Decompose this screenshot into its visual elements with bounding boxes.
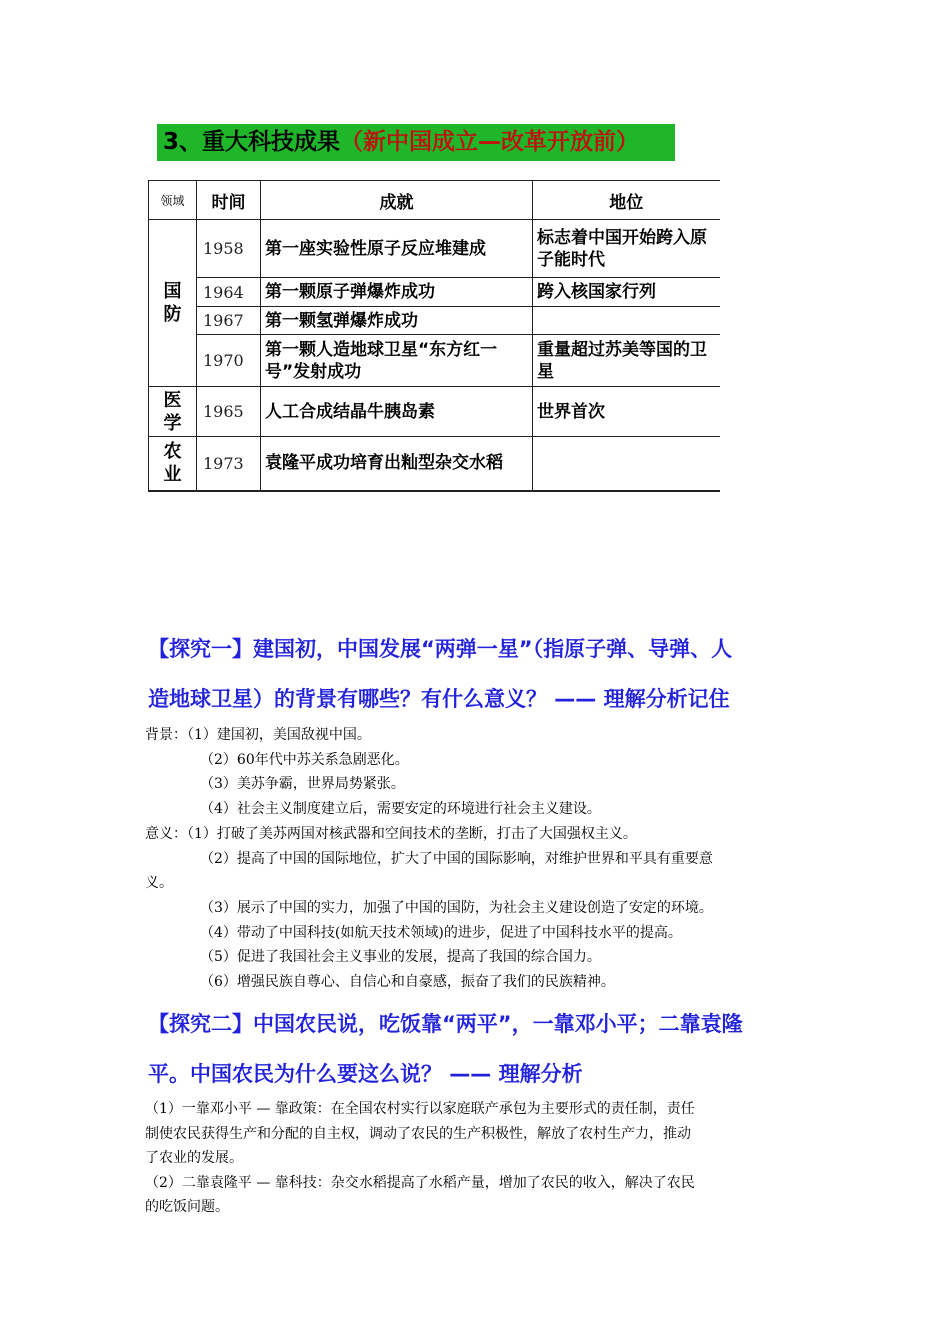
- background-item: （3）美苏争霸，世界局势紧张。: [200, 776, 405, 793]
- background-item: （1）建国初，美国敌视中国。: [187, 727, 371, 743]
- year-cell: 1973: [197, 437, 261, 491]
- achievement-cell: 第一座实验性原子反应堆建成: [261, 220, 533, 278]
- header-achievement: 成就: [261, 181, 533, 220]
- table-row: [149, 307, 720, 335]
- paragraph-line: （1）一靠邓小平 — 靠政策：在全国农村实行以家庭联产承包为主要形式的责任制，责任: [145, 1101, 695, 1117]
- section-title: 3、重大科技成果: [163, 129, 341, 155]
- year-cell: 1965: [197, 387, 261, 437]
- section-banner: [157, 124, 675, 161]
- inquiry1-heading: [148, 624, 808, 724]
- meaning-item: （6）增强民族自尊心、自信心和自豪感，振奋了我们的民族精神。: [200, 974, 615, 991]
- meaning-item: （5）促进了我国社会主义事业的发展，提高了我国的综合国力。: [200, 949, 601, 966]
- inquiry2-line2: 平。中国农民为什么要这么说？ —— 理解分析: [148, 1062, 583, 1086]
- inquiry1-line2: 造地球卫星）的背景有哪些？有什么意义？ —— 理解分析记住: [148, 687, 730, 711]
- meaning-item: （2）提高了中国的国际地位，扩大了中国的国际影响，对维护世界和平具有重要意: [200, 850, 713, 867]
- paragraph-line: 制使农民获得生产和分配的自主权，调动了农民的生产积极性，解放了农村生产力，推动: [145, 1125, 691, 1142]
- inquiry1-line1: 【探究一】建国初，中国发展“两弹一星”（指原子弹、导弹、人: [148, 637, 733, 661]
- inquiry2-line1: 【探究二】中国农民说，吃饭靠“两平”，一靠邓小平；二靠袁隆: [148, 1012, 743, 1036]
- field-cell: 农 业: [149, 437, 197, 491]
- header-year: 时间: [197, 181, 261, 220]
- background-item: （2）60年代中苏关系急剧恶化。: [200, 751, 409, 768]
- achievement-cell: 第一颗人造地球卫星“东方红一号”发射成功: [261, 335, 533, 387]
- year-cell: 1967: [197, 307, 261, 335]
- table-row: [149, 437, 720, 491]
- status-cell: 重量超过苏美等国的卫星: [533, 335, 720, 387]
- meaning-item: （3）展示了中国的实力，加强了中国的国防，为社会主义建设创造了安定的环境。: [200, 899, 713, 916]
- year-cell: 1970: [197, 335, 261, 387]
- status-cell: [533, 437, 720, 491]
- achievement-cell: 第一颗氢弹爆炸成功: [261, 307, 533, 335]
- field-cell: 医 学: [149, 387, 197, 437]
- status-cell: 跨入核国家行列: [533, 278, 720, 307]
- header-field: 领域: [149, 181, 197, 220]
- background-label: 背景：: [145, 727, 187, 743]
- achievement-cell: 袁隆平成功培育出籼型杂交水稻: [261, 437, 533, 491]
- header-status: 地位: [533, 181, 720, 220]
- field-cell: 国 防: [149, 220, 197, 387]
- inquiry2-heading: [148, 999, 808, 1099]
- year-cell: 1964: [197, 278, 261, 307]
- inquiry2-body: [145, 1097, 810, 1220]
- section-subtitle: （新中国成立—改革开放前）: [340, 129, 640, 155]
- table-row: [149, 278, 720, 307]
- meaning-row: [145, 822, 810, 847]
- meaning-label: 意义：: [145, 825, 187, 842]
- table-row: [149, 335, 720, 387]
- status-cell: [533, 307, 720, 335]
- achievement-cell: 第一颗原子弹爆炸成功: [261, 278, 533, 307]
- table-header-row: [149, 181, 720, 220]
- inquiry1-body: [145, 723, 810, 995]
- achievements-table: [148, 180, 720, 492]
- meaning-item: 义。: [145, 875, 173, 892]
- table-row: [149, 220, 720, 278]
- background-item: （4）社会主义制度建立后，需要安定的环境进行社会主义建设。: [200, 801, 601, 818]
- table-row: [149, 387, 720, 437]
- paragraph-line: （2）二靠袁隆平 — 靠科技：杂交水稻提高了水稻产量，增加了农民的收入，解决了农民: [145, 1174, 695, 1191]
- achievement-cell: 人工合成结晶牛胰岛素: [261, 387, 533, 437]
- paragraph-line: 的吃饭问题。: [145, 1199, 229, 1215]
- status-cell: 标志着中国开始跨入原子能时代: [533, 220, 720, 278]
- meaning-item: （1）打破了美苏两国对核武器和空间技术的垄断，打击了大国强权主义。: [187, 825, 637, 842]
- paragraph-line: 了农业的发展。: [145, 1150, 243, 1166]
- year-cell: 1958: [197, 220, 261, 278]
- background-row: [145, 723, 810, 748]
- meaning-item: （4）带动了中国科技(如航天技术领域)的进步，促进了中国科技水平的提高。: [200, 924, 682, 941]
- status-cell: 世界首次: [533, 387, 720, 437]
